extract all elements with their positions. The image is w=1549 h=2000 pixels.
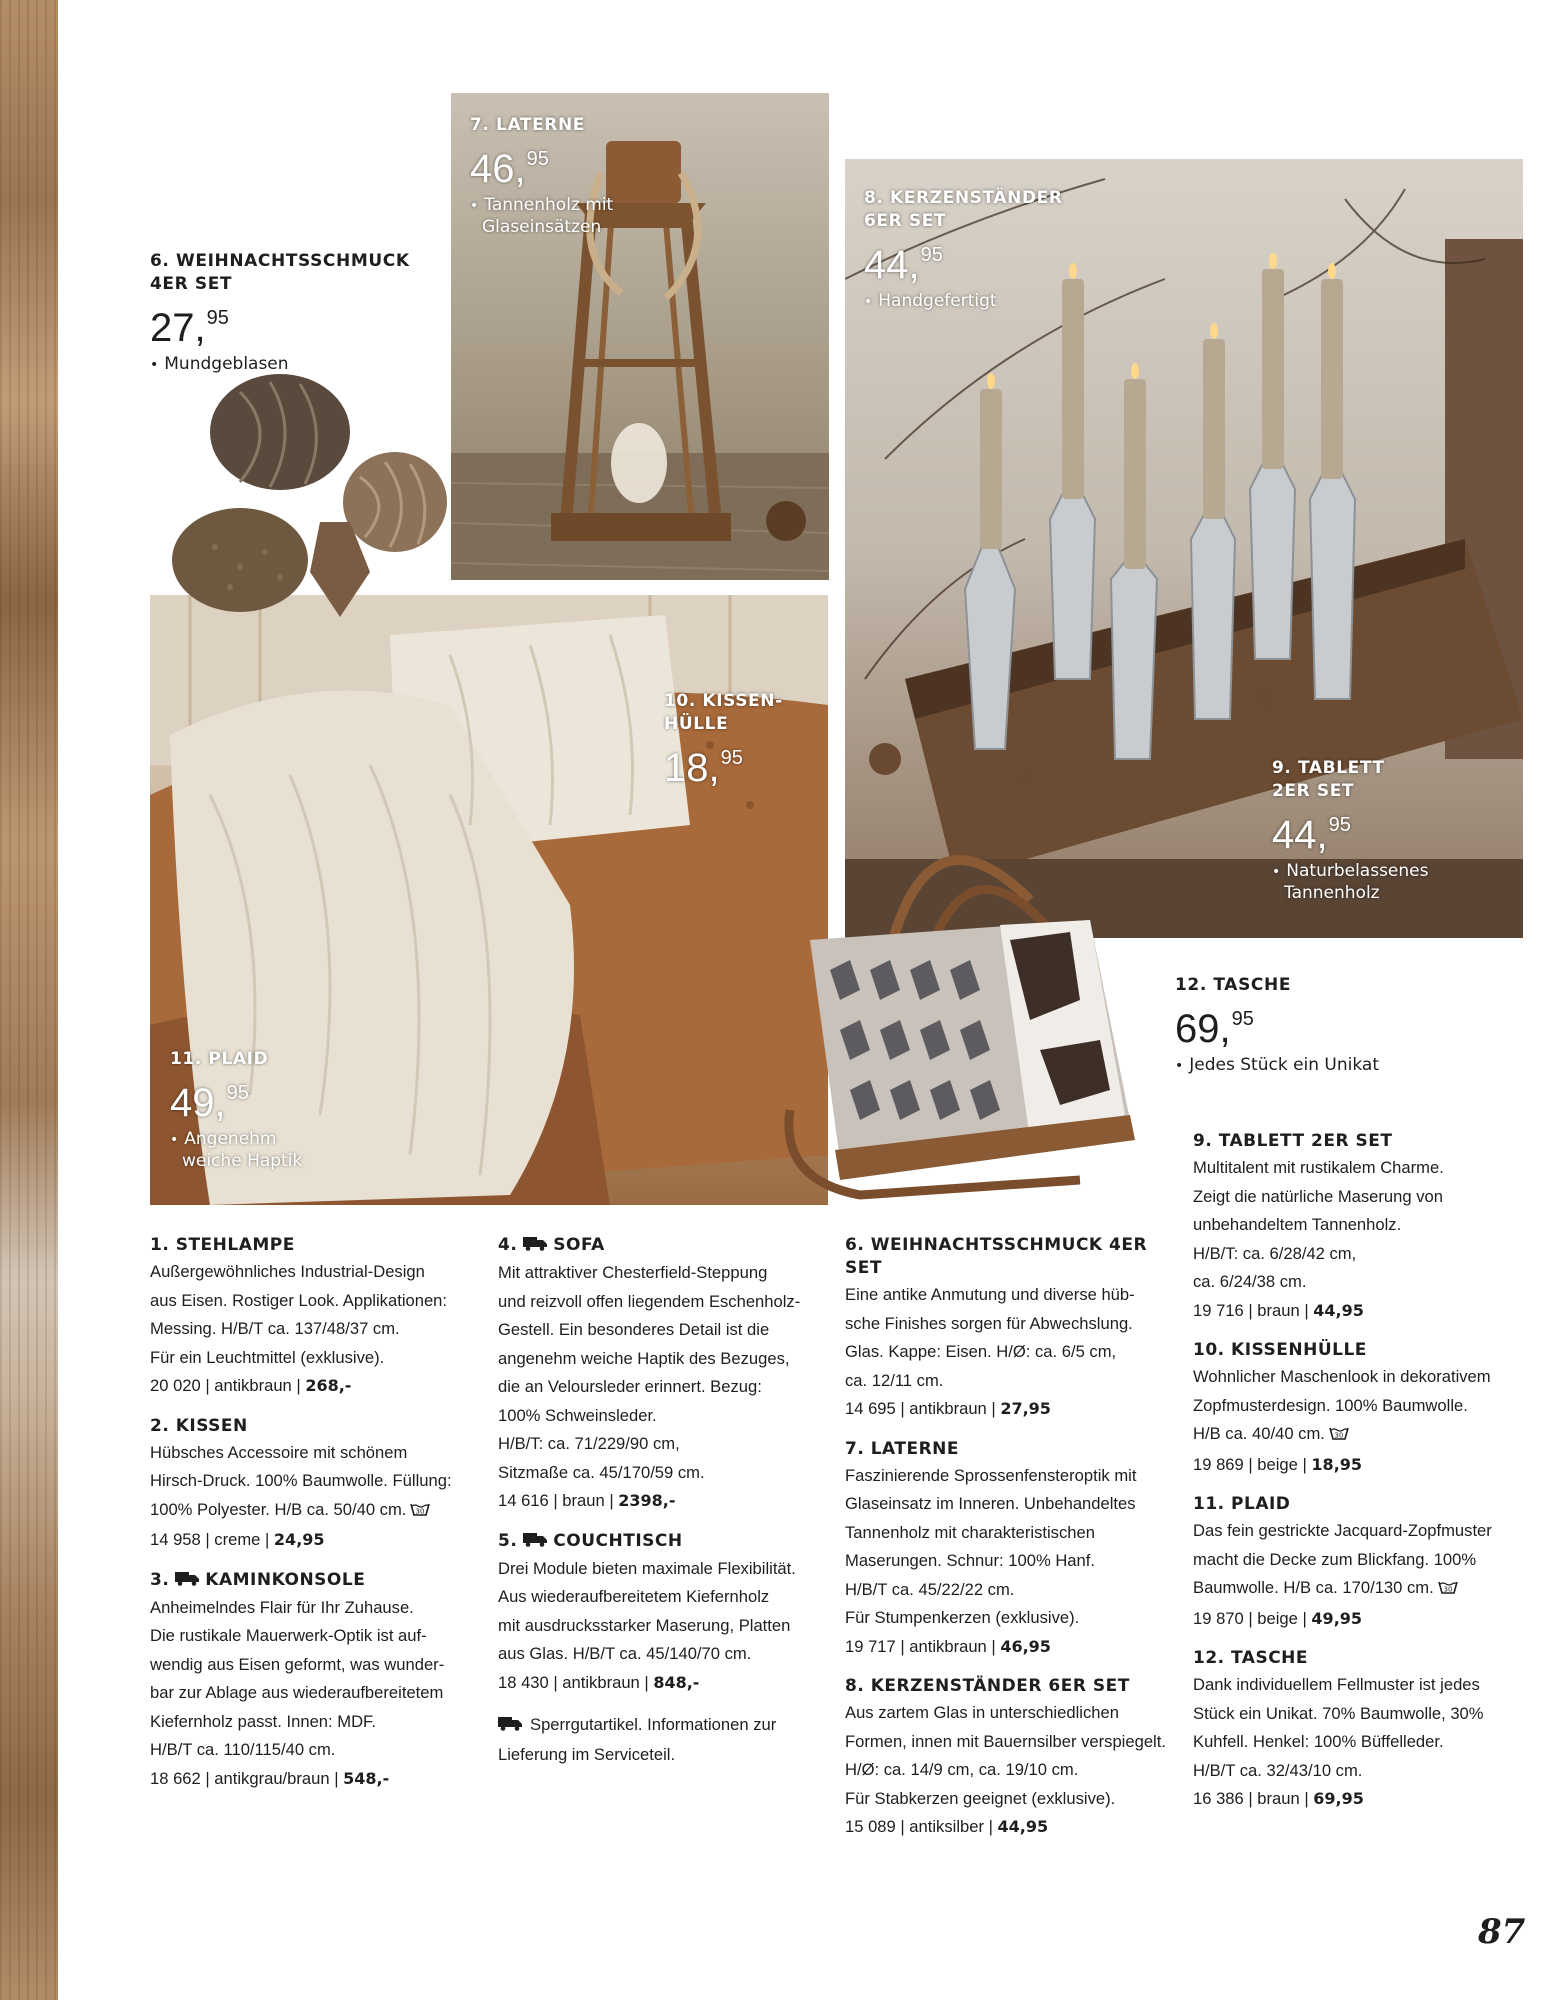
order-info: 19 717 | antikbraun | 46,95 xyxy=(845,1636,1051,1656)
label-name: 10. KISSEN- xyxy=(664,691,783,711)
label-price: 27,95 xyxy=(150,306,229,350)
order-info: 18 662 | antikgrau/braun | 548,- xyxy=(150,1768,390,1788)
product-description: Wohnlicher Maschenlook in dekorativem Zopfmusterdesign. 100% Baumwolle. H/B ca. 40/40 cm. 30 xyxy=(1193,1363,1523,1451)
price-label-bag xyxy=(1175,974,1379,1077)
product-description: Multitalent mit rustikalem Charme. Zeigt die natürliche Maserung von unbehandeltem Tannenholz. H/B/T: ca. 6/28/42 cm, ca. 6/24/38 cm. xyxy=(1193,1158,1444,1291)
product-description: Hübsches Accessoire mit schönem Hirsch-Druck. 100% Baumwolle. Füllung: 100% Polyester. H/B ca. 50/40 cm. 30 xyxy=(150,1439,480,1527)
product-price: 49,95 xyxy=(1311,1608,1363,1628)
price-label-candle-holder xyxy=(864,187,1063,313)
product-entry-kaminkonsole xyxy=(150,1569,480,1794)
order-info: 14 958 | creme | 24,95 xyxy=(150,1530,325,1549)
label-feature: • Naturbelassenes Tannenholz xyxy=(1272,861,1429,903)
product-description: Dank individuellem Fellmuster ist jedes Stück ein Unikat. 70% Baumwolle, 30% Kuhfell. Henkel: 100% Büffelleder. H/B/T ca. 32/43/10 cm. xyxy=(1193,1675,1484,1780)
bag-photo xyxy=(780,820,1140,1205)
product-description: Das fein gestrickte Jacquard-Zopfmuster macht die Decke zum Blickfang. 100% Baumwolle. H/B ca. 170/130 cm. 30 xyxy=(1193,1517,1523,1605)
order-info: 18 430 | antikbraun | 848,- xyxy=(498,1672,700,1692)
price-label-tray xyxy=(1272,757,1428,904)
product-entry-6-weihnachtsschmuck-4er-set xyxy=(845,1234,1175,1424)
product-entry-2-kissen xyxy=(150,1415,480,1555)
product-entry-11-plaid xyxy=(1193,1493,1523,1633)
product-column-1 xyxy=(150,1234,480,1807)
product-entry-12-tasche xyxy=(1193,1647,1523,1814)
order-info: 14 616 | braun | 2398,- xyxy=(498,1491,676,1510)
product-entry-couchtisch xyxy=(498,1530,828,1698)
label-name: 6. WEIHNACHTSSCHMUCK xyxy=(150,251,410,271)
product-title: 12. TASCHE xyxy=(1193,1648,1309,1668)
product-column-4 xyxy=(1193,1130,1523,1828)
order-info: 15 089 | antiksilber | 44,95 xyxy=(845,1817,1049,1836)
product-title: 1. STEHLAMPE xyxy=(150,1235,295,1255)
label-name: 8. KERZENSTÄNDER xyxy=(864,188,1063,208)
product-title: 2. KISSEN xyxy=(150,1415,248,1436)
product-description: Aus zartem Glas in unterschiedlichen Formen, innen mit Bauernsilber verspiegelt. H/Ø: ca. 14/9 cm, ca. 19/10 cm. Für Stabkerzen geeignet (exklusive). xyxy=(845,1703,1166,1808)
product-title: 11. PLAID xyxy=(1193,1494,1291,1514)
ornaments-photo xyxy=(170,372,450,632)
order-info: 20 020 | antikbraun | 268,- xyxy=(150,1376,352,1395)
product-title: 8. KERZENSTÄNDER 6ER SET xyxy=(845,1676,1130,1696)
product-entry-9-tablett-2er-set xyxy=(1193,1130,1523,1325)
product-price: 18,95 xyxy=(1311,1454,1363,1474)
product-entry-8-kerzenständer-6er-set xyxy=(845,1675,1175,1842)
product-title: 4. SOFA xyxy=(498,1234,828,1258)
product-description: Mit attraktiver Chesterfield-Steppung und reizvoll offen liegendem Eschenholz- Gestell. Ein besonderes Detail ist die angenehm weiche Haptik des Bezuges, die an Veloursleder erinnert. Bezug: 100% Schweinsleder. H/B/T: ca. 71/229/90 cm, Sitzmaße ca. 45/170/59 cm. xyxy=(498,1263,801,1482)
label-name: 9. TABLETT xyxy=(1272,758,1385,778)
order-info: 14 695 | antikbraun | 27,95 xyxy=(845,1399,1051,1418)
product-price: 268,- xyxy=(305,1376,352,1395)
label-price: 46,95 xyxy=(470,147,549,191)
wood-edge-photo xyxy=(0,0,58,2000)
label-feature: • Jedes Stück ein Unikat xyxy=(1175,1055,1380,1075)
order-info: 19 870 | beige | 49,95 xyxy=(1193,1608,1363,1628)
product-entry-1-stehlampe xyxy=(150,1234,480,1401)
label-feature: • Mundgeblasen xyxy=(150,354,289,374)
page-number: 87 xyxy=(1478,1912,1526,1952)
order-info: 19 869 | beige | 18,95 xyxy=(1193,1454,1363,1474)
wash-30-icon xyxy=(1438,1576,1458,1605)
product-column-2 xyxy=(498,1234,828,1769)
label-price: 69,95 xyxy=(1175,1007,1254,1051)
label-name-line2: 2ER SET xyxy=(1272,781,1355,801)
label-feature: • Angenehm weiche Haptik xyxy=(170,1129,303,1171)
truck-icon xyxy=(175,1570,199,1593)
product-description: Eine antike Anmutung und diverse hüb- sche Finishes sorgen für Abwechslung. Glas. Kappe: Eisen. H/Ø: ca. 6/5 cm, ca. 12/11 cm. xyxy=(845,1285,1135,1390)
product-title: 6. WEIHNACHTSSCHMUCK 4ER SET xyxy=(845,1235,1148,1278)
svg-text:30: 30 xyxy=(415,1507,425,1515)
product-title: 7. LATERNE xyxy=(845,1438,960,1459)
svg-text:30: 30 xyxy=(1334,1431,1344,1440)
product-description: Außergewöhnliches Industrial-Design aus Eisen. Rostiger Look. Applikationen: Messing. H/B/T ca. 137/48/37 cm. Für ein Leuchtmittel (exklusive). xyxy=(150,1262,448,1367)
label-name: 12. TASCHE xyxy=(1175,975,1292,995)
product-title: 9. TABLETT 2ER SET xyxy=(1193,1131,1393,1151)
product-price: 44,95 xyxy=(997,1817,1049,1836)
price-label-cushion-cover xyxy=(664,690,783,788)
label-name-line2: 6ER SET xyxy=(864,211,947,231)
product-price: 848,- xyxy=(653,1672,700,1692)
product-title: 3. KAMINKONSOLE xyxy=(150,1569,480,1593)
product-title: 10. KISSENHÜLLE xyxy=(1193,1340,1367,1360)
product-description: Faszinierende Sprossenfensteroptik mit Glaseinsatz im Inneren. Unbehandeltes Tannenholz mit charakteristischen Maserungen. Schnur: 100% Hanf. H/B/T ca. 45/22/22 cm. Für Stumpenkerzen (exklusive). xyxy=(845,1465,1137,1627)
label-name: 11. PLAID xyxy=(170,1049,269,1069)
label-feature: • Tannenholz mit Glaseinsätzen xyxy=(470,195,614,237)
label-feature: • Handgefertigt xyxy=(864,291,997,311)
wash-30-icon xyxy=(410,1498,430,1527)
truck-icon xyxy=(498,1712,522,1741)
product-price: 24,95 xyxy=(273,1530,325,1549)
product-price: 69,95 xyxy=(1313,1789,1364,1808)
label-price: 18,95 xyxy=(664,746,743,790)
label-name-line2: HÜLLE xyxy=(664,714,729,734)
label-price: 44,95 xyxy=(864,243,943,287)
product-description: Anheimelndes Flair für Ihr Zuhause. Die rustikale Mauerwerk-Optik ist auf- wendig aus Eisen geformt, was wunder- bar zur Ablage aus wiederaufbereitetem Kiefernholz passt. Innen: MDF. H/B/T ca. 110/115/40 cm. xyxy=(150,1597,445,1759)
product-entry-10-kissenhülle xyxy=(1193,1339,1523,1479)
price-label-plaid xyxy=(170,1048,302,1172)
wash-30-icon xyxy=(1329,1422,1349,1451)
price-label-lantern xyxy=(470,114,613,238)
product-entry-7-laterne xyxy=(845,1438,1175,1662)
order-info: 19 716 | braun | 44,95 xyxy=(1193,1300,1364,1320)
product-price: 46,95 xyxy=(1000,1636,1051,1656)
product-description: Drei Module bieten maximale Flexibilität. Aus wiederaufbereitetem Kiefernholz mit ausdrucksstarker Maserung, Platten aus Glas. H/B/T ca. 45/140/70 cm. xyxy=(498,1558,796,1663)
truck-icon xyxy=(523,1531,547,1554)
svg-text:30: 30 xyxy=(1443,1585,1453,1594)
bulky-goods-note: Sperrgutartikel. Informationen zur Lieferung im Serviceteil. xyxy=(498,1711,828,1769)
product-price: 27,95 xyxy=(1000,1399,1051,1418)
product-column-3 xyxy=(845,1234,1175,1856)
truck-icon xyxy=(523,1235,547,1258)
product-price: 548,- xyxy=(343,1768,390,1788)
product-price: 44,95 xyxy=(1313,1300,1364,1320)
price-label-ornaments xyxy=(150,250,410,376)
product-title: 5. COUCHTISCH xyxy=(498,1530,828,1554)
product-entry-sofa xyxy=(498,1234,828,1516)
label-name-line2: 4ER SET xyxy=(150,274,233,294)
label-price: 49,95 xyxy=(170,1081,249,1125)
product-price: 2398,- xyxy=(618,1491,676,1510)
label-name: 7. LATERNE xyxy=(470,115,586,135)
order-info: 16 386 | braun | 69,95 xyxy=(1193,1789,1364,1808)
label-price: 44,95 xyxy=(1272,813,1351,857)
